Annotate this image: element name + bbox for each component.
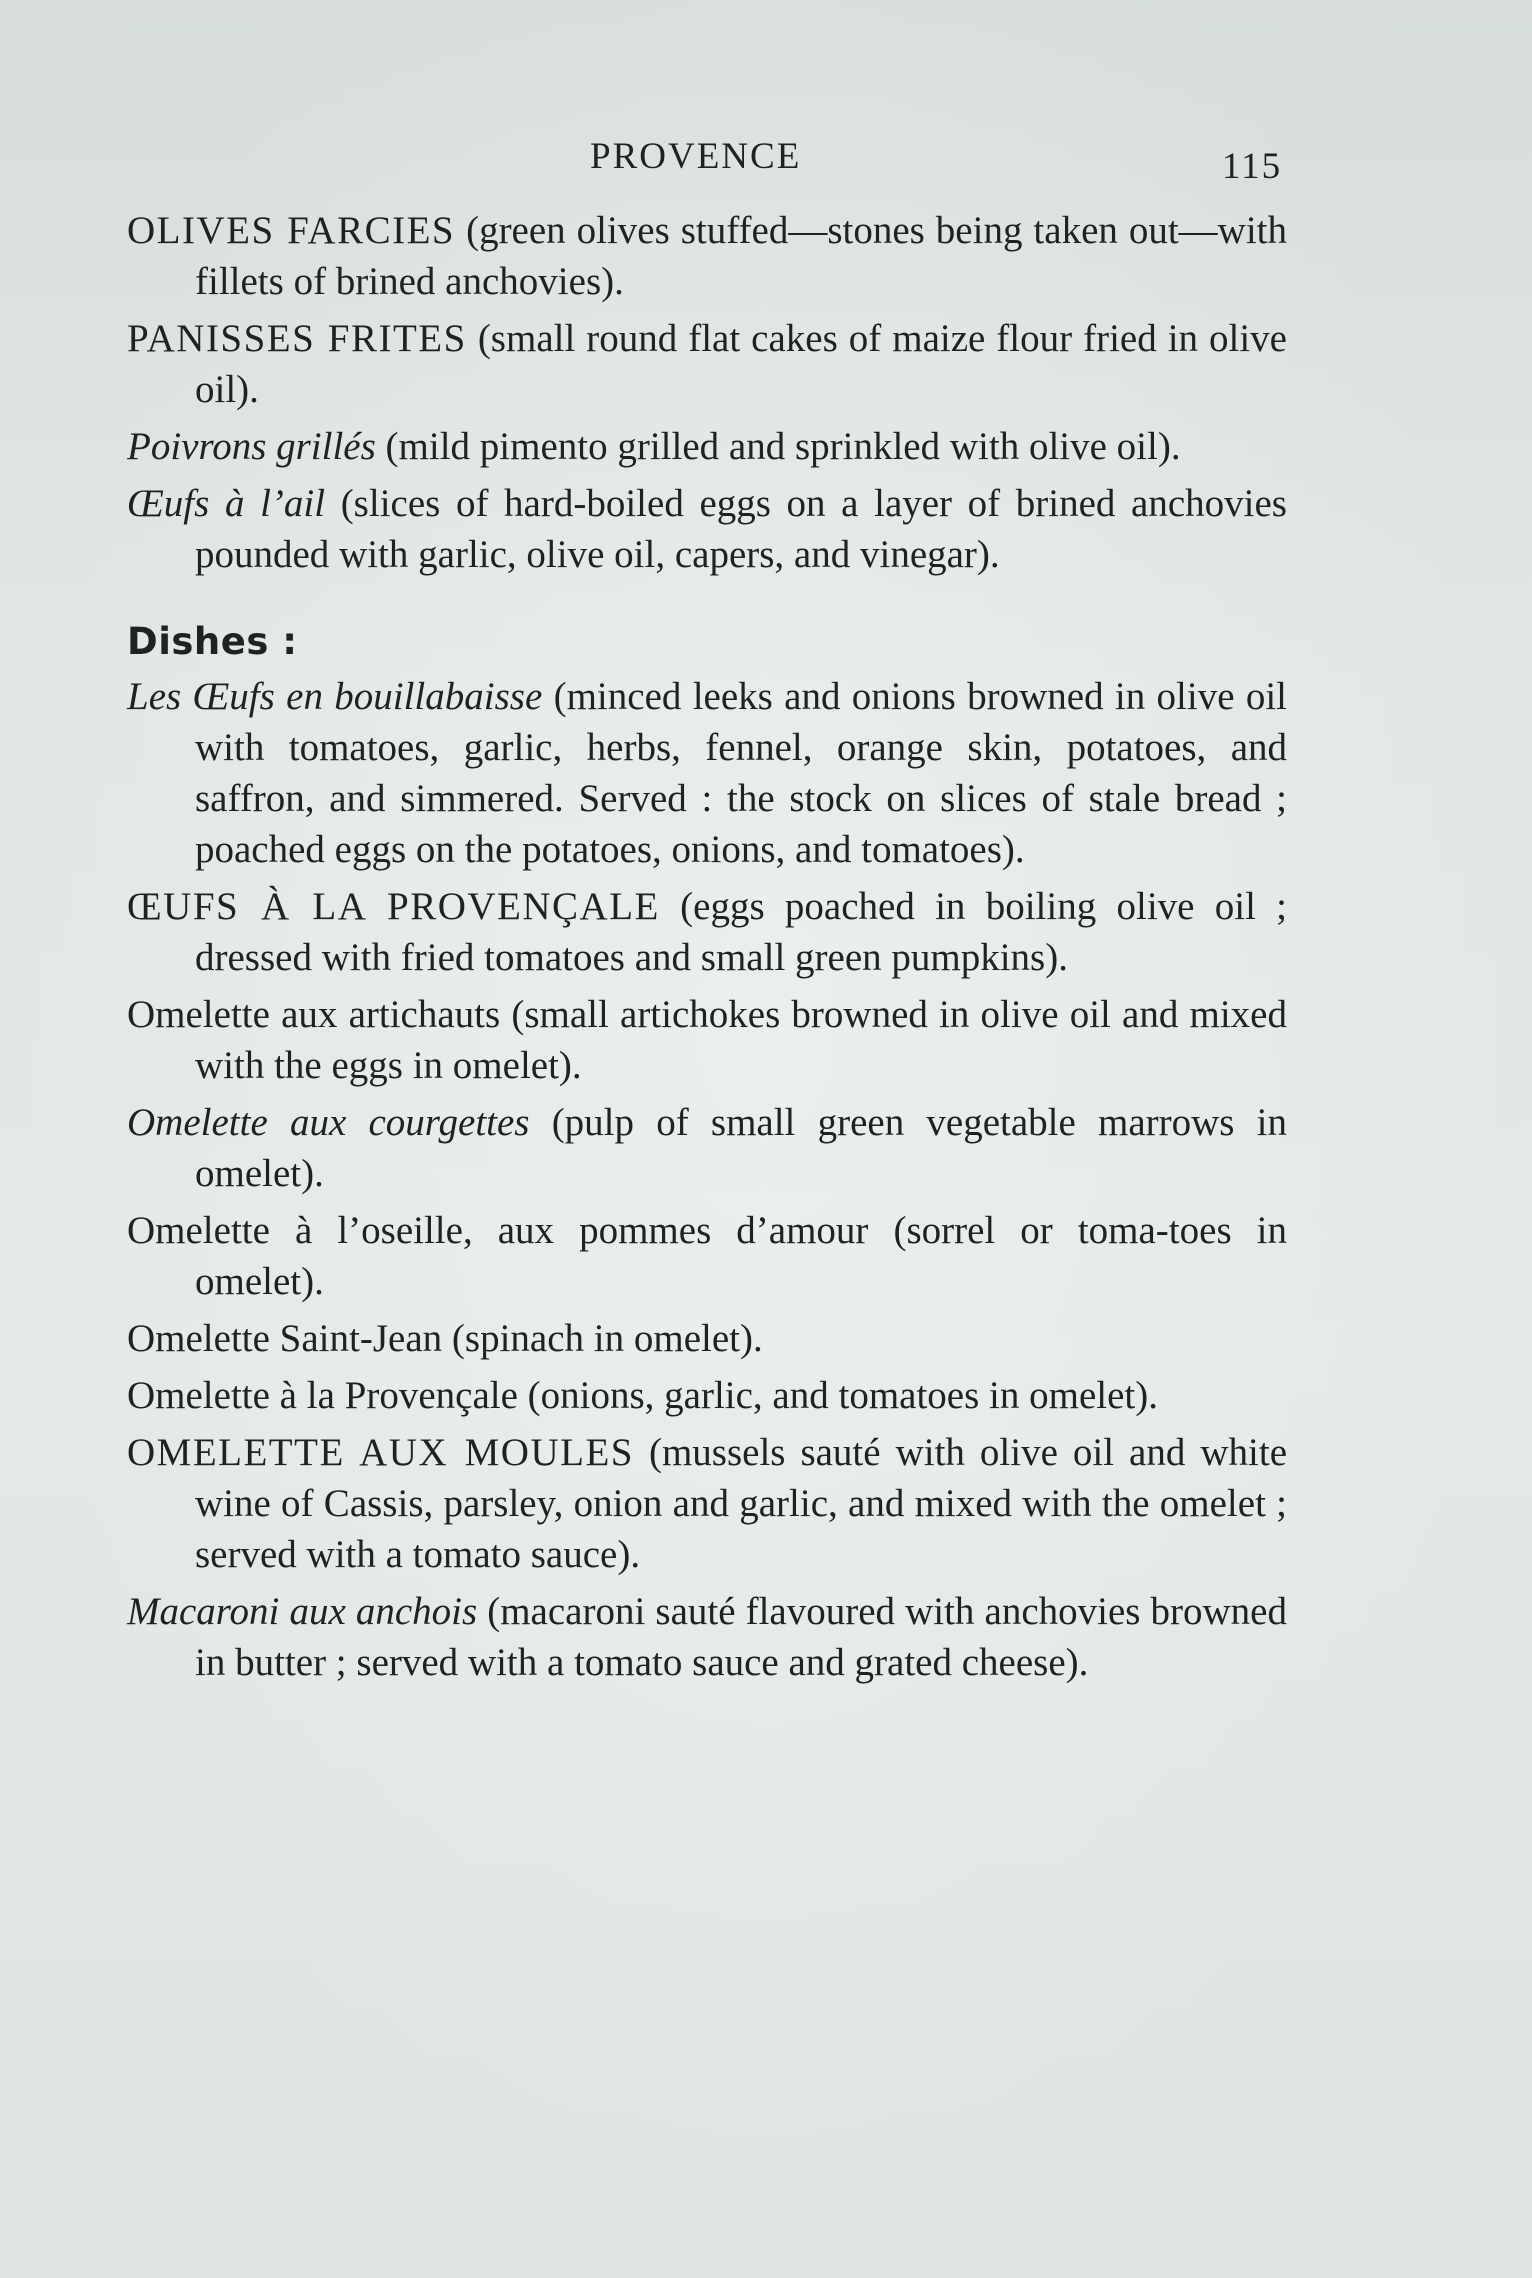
appetizer-list	[127, 205, 1287, 580]
entry-name: Les Œufs en bouillabaisse	[127, 675, 543, 718]
menu-entry	[127, 313, 1287, 415]
entry-description: (pulp of small green vegetable marrows in omelet).	[195, 1101, 1287, 1195]
entry-name: Omelette à l’oseille, aux pommes d’amour	[127, 1209, 869, 1252]
menu-entry	[127, 989, 1287, 1091]
entry-description: (mussels sauté with olive oil and white wine of Cassis, parsley, onion and garlic, and mixed with the omelet ; served with a tomato sauce).	[195, 1431, 1287, 1576]
entry-description: (minced leeks and onions browned in olive oil with tomatoes, garlic, herbs, fennel, orange skin, potatoes, and saffron, and simmered. Served : the stock on slices of stale bread ; poached eggs on the potatoes, onions, and tomatoes).	[195, 675, 1288, 871]
page-number: 115	[1222, 146, 1283, 187]
entry-description: (slices of hard-boiled eggs on a layer of brined anchovies pounded with garlic, olive oil, capers, and vinegar).	[195, 482, 1287, 576]
entry-description: (green olives stuffed—stones being taken out—with fillets of brined anchovies).	[195, 209, 1288, 303]
entry-name: Macaroni aux anchois	[127, 1590, 478, 1633]
menu-entry	[127, 205, 1287, 307]
menu-entry	[127, 881, 1287, 983]
menu-entry	[127, 1097, 1287, 1199]
entry-description: (small round flat cakes of maize flour fried in olive oil).	[195, 317, 1287, 411]
entry-name: Omelette aux courgettes	[127, 1101, 530, 1144]
entry-description: (sorrel or toma-toes in omelet).	[195, 1209, 1287, 1303]
entry-description: (onions, garlic, and tomatoes in omelet).	[527, 1374, 1158, 1417]
entry-name: PANISSES FRITES	[127, 317, 467, 360]
menu-entry	[127, 1427, 1287, 1580]
entry-name: OMELETTE AUX MOULES	[127, 1431, 634, 1474]
entry-description: (macaroni sauté flavoured with anchovies browned in butter ; served with a tomato sauce and grated cheese).	[195, 1590, 1287, 1684]
page-body	[127, 205, 1287, 1694]
menu-entry	[127, 1205, 1287, 1307]
menu-entry	[127, 1313, 1287, 1364]
menu-entry	[127, 1370, 1287, 1421]
menu-entry	[127, 1586, 1287, 1688]
entry-description: (mild pimento grilled and sprinkled with olive oil).	[385, 425, 1181, 468]
menu-entry	[127, 671, 1287, 875]
entry-name: Omelette Saint-Jean	[127, 1317, 443, 1360]
dish-list	[127, 671, 1287, 1688]
section-heading-dishes: Dishes :	[127, 620, 298, 663]
entry-name: Omelette à la Provençale	[127, 1374, 518, 1417]
entry-description: (small artichokes browned in olive oil and mixed with the eggs in omelet).	[195, 993, 1287, 1087]
entry-description: (eggs poached in boiling olive oil ; dressed with fried tomatoes and small green pumpkins).	[195, 885, 1288, 979]
entry-name: OLIVES FARCIES	[127, 209, 456, 252]
menu-entry	[127, 421, 1287, 472]
entry-name: ŒUFS À LA PROVENÇALE	[127, 885, 660, 928]
entry-name: Poivrons grillés	[127, 425, 376, 468]
entry-name: Omelette aux artichauts	[127, 993, 501, 1036]
entry-description: (spinach in omelet).	[451, 1317, 763, 1360]
entry-name: Œufs à l’ail	[127, 482, 326, 525]
page-header	[0, 135, 1532, 185]
menu-entry	[127, 478, 1287, 580]
running-head: PROVENCE	[590, 136, 802, 177]
